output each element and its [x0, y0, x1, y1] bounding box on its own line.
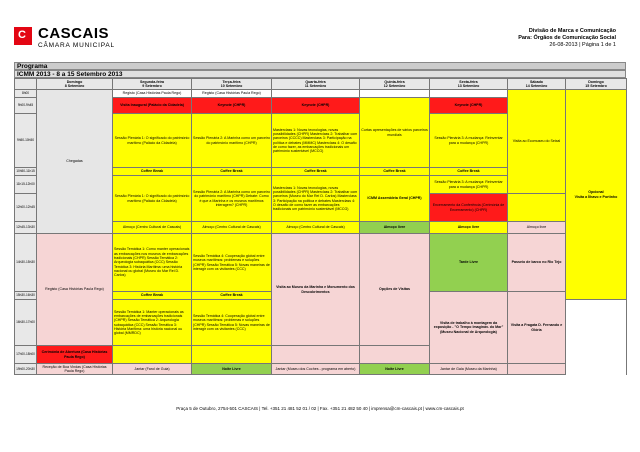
doc-title: Programa: [14, 62, 626, 70]
event-cell: Keynote (CHPR): [430, 98, 508, 114]
header-dept: Divisão de Marca e Comunicação: [528, 28, 616, 34]
day-header: Sexta-feira 13 Setembro: [430, 79, 508, 90]
event-cell: Cerimónia de Abertura (Casa Histórias Paula Rego): [37, 346, 113, 364]
event-cell: Masterclass 1: Novas tecnologias, novas possibilidades (CHPR) Masterclass 2: Trabalhar com parceiros (Museu do Mar Rei D. Carlos) Masterclass 3: Participação na política e debates Masterclass 4: O desafio de como fazer as embarcações tradicionais um património sustentável (MCCG): [272, 176, 360, 222]
event-cell: Tarde Livre: [430, 234, 508, 292]
event-cell: [360, 90, 430, 98]
time-cell: 19h00-20h30: [15, 364, 37, 375]
event-cell: [192, 346, 272, 364]
event-cell: Coffee Break: [113, 292, 192, 300]
event-cell: Keynote (CHPR): [272, 98, 360, 114]
event-cell: Sessão Plenária 3: A mudança: Reinventar para a mudança (CHPR): [430, 176, 508, 194]
event-cell: Sessão Plenária 1: O significado do património marítimo (Palácio da Cidadela): [113, 114, 192, 168]
event-cell: Almoço (Centro Cultural de Cascais): [192, 222, 272, 234]
header-for: Para: Órgãos de Comunicação Social: [518, 35, 616, 41]
day-header: Domingo 15 Setembro: [566, 79, 627, 90]
logo-c-icon: C: [18, 29, 26, 41]
doc-subtitle: ICMM 2013 - 8 a 15 Setembro 2013: [14, 70, 626, 78]
event-cell: Visita ao Museu da Marinha e Monumento dos Descobrimentos: [272, 234, 360, 346]
time-cell: 8h00: [15, 90, 37, 98]
event-cell: Sessão Temática 4: Cooperação global entre museus marítimos: problemas e soluções (CHPR) Sessão Temática 5: Novas maneiras de interagir com os visitantes (CCC): [192, 234, 272, 292]
event-cell: Noite Livre: [192, 364, 272, 375]
footer-contact: Praça 5 de Outubro, 2754-501 CASCAIS | Tel. +351 21 481 52 01 / 02 | Fax. +351 21 482 50 40 | imprensa@cm-cascais.pt | www.cm-cascais.pt: [176, 406, 464, 411]
event-cell: [113, 346, 192, 364]
event-cell: Sessão Temática 1: Como manter operacionais as embarcações nos museus de embarcações tradicionais (CHPR) Sessão Temática 2: Arqueologia subaquática (CCC) Sessão Temática 3: História Marítima: uma história nacional ou global (Museu do Mar Rei D. Carlos): [113, 234, 192, 292]
event-cell: Registo (Casa Histórias Paula Rego): [113, 90, 192, 98]
day-header-row: [15, 79, 627, 90]
schedule-table: [14, 78, 627, 375]
event-cell: Sessão Plenária 3: A mudança: Reinventar para a mudança (CHPR): [430, 114, 508, 168]
event-cell: [430, 90, 508, 98]
event-cell: Sessão Temática 4: Cooperação global entre museus marítimos: problemas e soluções (CHPR) Sessão Temática 5: Novas maneiras de interagir com os visitantes (CCC): [192, 300, 272, 346]
time-cell: 17h00-18h00: [15, 346, 37, 364]
day-header: Quinta-feira 12 Setembro: [360, 79, 430, 90]
schedule-row: [15, 364, 627, 375]
time-cell: 11h15-12h00: [15, 176, 37, 194]
event-cell: Curtas apresentações de vários parceiros mundiais: [360, 98, 430, 168]
event-cell: Coffee Break: [113, 168, 192, 176]
event-cell: Sessão Plenária 1: O significado do património marítimo (Palácio da Cidadela): [113, 176, 192, 222]
event-cell: Coffee Break: [430, 168, 508, 176]
event-cell: Opções de Visitas: [360, 234, 430, 346]
event-cell: [360, 346, 430, 364]
event-cell: Coffee Break: [272, 168, 360, 176]
event-cell: Keynote (CHPR): [192, 98, 272, 114]
event-cell: ICMM Assembleia Geral (CHPR): [360, 176, 430, 222]
day-header: Quarta-feira 11 Setembro: [272, 79, 360, 90]
time-cell: 15h30-16h30: [15, 292, 37, 300]
event-cell: Coffee Break: [360, 168, 430, 176]
time-cell: 12h45-13h30: [15, 222, 37, 234]
time-cell: 9h00-9h45: [15, 98, 37, 114]
corner-cell: [15, 79, 37, 90]
schedule-row: [15, 90, 627, 98]
day-header: Terça-feira 10 Setembro: [192, 79, 272, 90]
event-cell: Encerramento da Conferência (Cerimónia de Encerramento) (CHPR): [430, 194, 508, 222]
time-cell: 16h30-17h00: [15, 300, 37, 346]
event-cell: Masterclass 1: Novas tecnologias, novas possibilidades (CHPR) Masterclass 2: Trabalhar com parceiros (CCCC) Masterclass 3: Participação na política e debates (MMMC) Masterclass 4: O desafio de como fazer, as embarcações tradicionais um património sustentável (MCCG): [272, 114, 360, 168]
day-header: Domingo 8 Setembro: [37, 79, 113, 90]
event-cell: Passeio de barco no Rio Tejo: [508, 234, 566, 292]
event-cell: Coffee Break: [192, 292, 272, 300]
header-info: [518, 28, 616, 49]
event-cell: Chegadas: [37, 90, 113, 234]
event-cell: Receção de Boa Vindas (Casa Histórias Paula Rego): [37, 364, 113, 375]
time-cell: 9h50-10h50: [15, 114, 37, 168]
event-cell: Coffee Break: [192, 168, 272, 176]
time-cell: 10h50-11h15: [15, 168, 37, 176]
event-cell: Visita de trabalho à montagem da exposição - "O Tempo Imagináv. do Mar" (Museu Nacional de Arqueologia): [430, 292, 508, 364]
event-cell: Jantar (Farol de Guia): [113, 364, 192, 375]
day-header: Sábado 14 Setembro: [508, 79, 566, 90]
event-cell: [272, 346, 360, 364]
event-cell: Almoço (Centro Cultural de Cascais): [113, 222, 192, 234]
event-cell: Visita Inaugural (Palácio da Cidadela): [113, 98, 192, 114]
event-cell: [508, 194, 566, 222]
event-cell: Sessão Plenária 2: A Marinha como um parceiro do património marítimo (CHPR) Debate: Como é que a Marinha e os museus marítimos interagem? (CHPR): [192, 176, 272, 222]
brand-subtitle: CÂMARA MUNICIPAL: [38, 42, 115, 49]
event-cell: [272, 90, 360, 98]
logo-mark: [14, 27, 32, 45]
brand-name: CASCAIS: [38, 25, 110, 42]
schedule-row: [15, 234, 627, 292]
time-cell: 12h00-12h45: [15, 194, 37, 222]
event-cell: Registo (Casa Histórias Paula Rego): [37, 234, 113, 346]
event-cell: [508, 364, 566, 375]
event-cell: Visita a Fragata D. Fernando e Glória: [508, 292, 566, 364]
event-cell: Opcional Visita a Ílhavo e Portinho: [566, 90, 627, 300]
event-cell: Jantar (Museu dos Coches - programa em aberto): [272, 364, 360, 375]
event-cell: Sessão Temática 1: Manter operacionais as embarcações de embarcações tradicionais (CHPR) Sessão Temática 2: Arqueologia subaquática (CCC) Sessão Temática 3: História Marítima: uma história nacional ou global (MMRDC): [113, 300, 192, 346]
event-cell: Almoço livre: [508, 222, 566, 234]
day-header: Segunda-feira 9 Setembro: [113, 79, 192, 90]
event-cell: Jantar de Gala (Museu da Marinha): [430, 364, 508, 375]
event-cell: Almoço (Centro Cultural de Cascais): [272, 222, 360, 234]
event-cell: Almoço livre: [360, 222, 430, 234]
event-cell: Almoço livre: [430, 222, 508, 234]
event-cell: Sessão Plenária 2: A Marinha como um parceiro do património marítimo (CHPR): [192, 114, 272, 168]
time-cell: 14h30-15h30: [15, 234, 37, 292]
schedule-grid: [14, 78, 626, 375]
event-cell: Visita ao Ecomuseu do Seixal: [508, 90, 566, 194]
event-cell: Registo (Casa Histórias Paula Rego): [192, 90, 272, 98]
event-cell: Noite Livre: [360, 364, 430, 375]
header-date-page: 26-08-2013 | Página 1 de 1: [549, 42, 616, 48]
